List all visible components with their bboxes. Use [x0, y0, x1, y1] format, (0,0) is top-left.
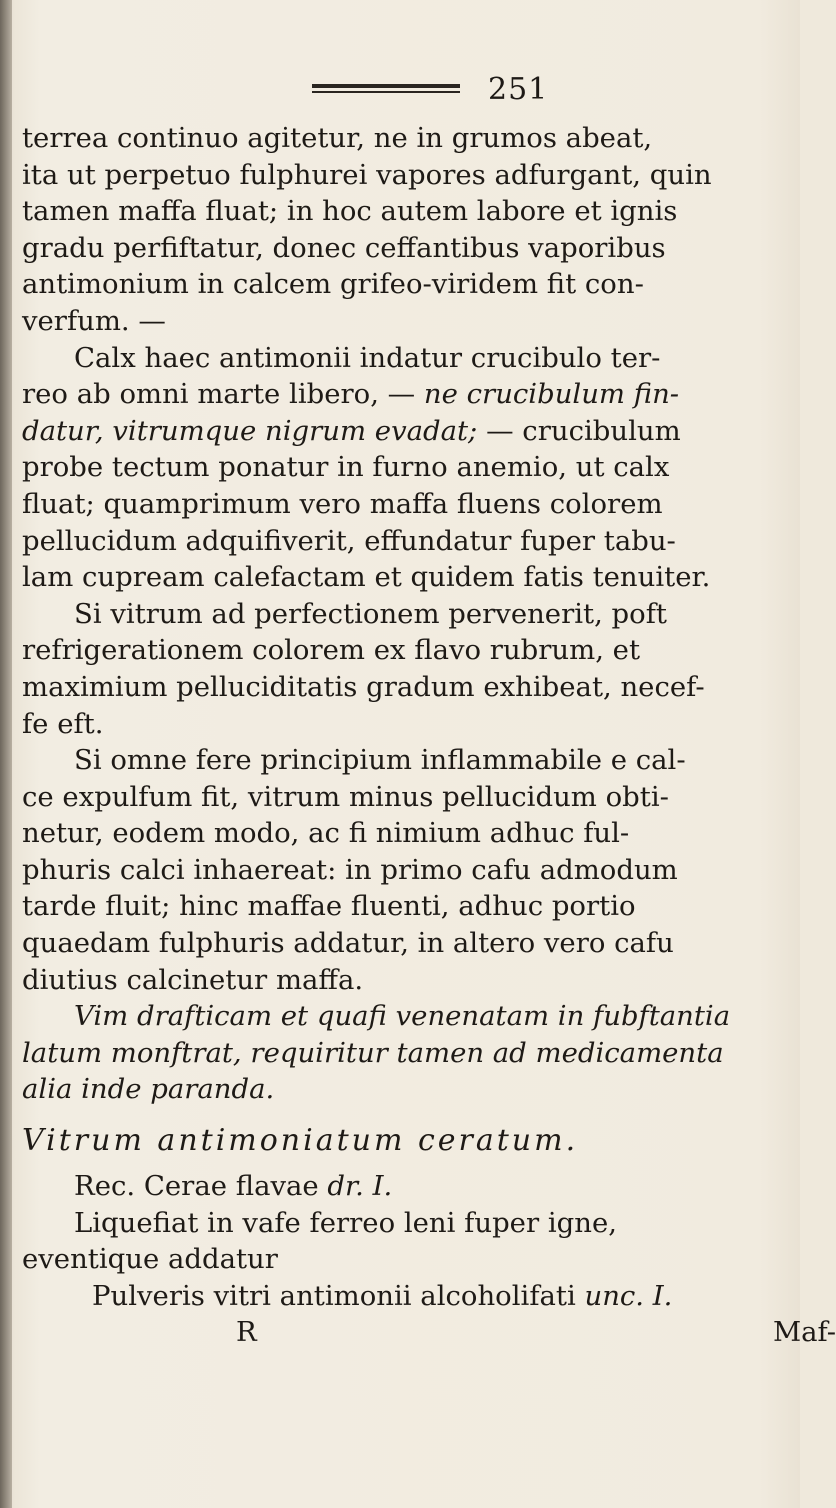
text-span: Pulveris vitri antimonii alcoholifati [92, 1279, 585, 1312]
header-rule-thin [312, 91, 460, 93]
paragraph-3 [22, 596, 792, 742]
text-line: alia inde paranda. [22, 1073, 275, 1106]
text-line: maximium pelluciditatis gradum exhibeat, necef- [22, 670, 705, 703]
recipe-line: Liquefiat in vafe ferreo leni fuper igne, [74, 1206, 617, 1239]
paragraph-4 [22, 742, 792, 998]
recipe-line [22, 1278, 792, 1315]
signature-mark: R [236, 1316, 257, 1349]
recipe [22, 1168, 836, 1351]
text-span: — crucibulum [477, 414, 681, 447]
italic-span: unc. I. [584, 1279, 673, 1312]
recipe-line: eventique addatur [22, 1243, 278, 1276]
catchword: Maf- [772, 1316, 836, 1349]
recipe-line [22, 1168, 792, 1205]
text-line: tamen maffa fluat; in hoc autem labore et ignis [22, 195, 678, 228]
text-line: refrigerationem colorem ex flavo rubrum, et [22, 634, 641, 667]
text-line: diutius calcinetur maffa. [22, 963, 364, 996]
text-span: Rec. Cerae flavae [74, 1170, 328, 1203]
italic-span: dr. I. [327, 1170, 393, 1203]
text-line: Si omne fere principium inflammabile e cal- [74, 744, 686, 777]
text-span: reo ab omni marte libero, — [22, 378, 424, 411]
text-line: pellucidum adquifiverit, effundatur fuper tabu- [22, 524, 676, 557]
main-text [22, 120, 836, 1351]
text-line: Calx haec antimonii indatur crucibulo ter- [74, 341, 661, 374]
text-line: fluat; quamprimum vero maffa fluens colorem [22, 487, 663, 520]
text-line: antimonium in calcem grifeo-viridem fit con- [22, 268, 644, 301]
text-line: Vim drafticam et quafi venenatam in fubftantia [74, 1000, 731, 1033]
text-line: ita ut perpetuo fulphurei vapores adfurgant, quin [22, 158, 712, 191]
catchword-line [22, 1314, 836, 1351]
text-line: ce expulfum fit, vitrum minus pellucidum obti- [22, 780, 669, 813]
italic-span: datur, vitrumque nigrum evadat; [22, 414, 478, 447]
paragraph-5 [22, 998, 792, 1108]
text-line: fe eft. [22, 707, 104, 740]
text-line: phuris calci inhaereat: in primo cafu admodum [22, 853, 678, 886]
paragraph-2 [22, 340, 792, 596]
text-line: gradu perfiftatur, donec ceffantibus vaporibus [22, 231, 666, 264]
text-line: netur, eodem modo, ac fi nimium adhuc ful- [22, 817, 630, 850]
recipe-title: Vitrum antimoniatum ceratum. [22, 1123, 579, 1159]
text-line: quaedam fulphuris addatur, in altero vero cafu [22, 927, 674, 960]
page-number: 251 [488, 72, 549, 107]
paragraph-1 [22, 120, 792, 340]
text-line: Si vitrum ad perfectionem pervenerit, poft [74, 597, 667, 630]
header-rule [312, 84, 460, 88]
text-line: verfum. — [22, 304, 166, 337]
text-line: terrea continuo agitetur, ne in grumos abeat, [22, 122, 653, 154]
italic-span: ne crucibulum fin- [423, 378, 680, 411]
text-line: latum monftrat, requiritur tamen ad medicamenta [22, 1036, 724, 1069]
binding-gutter [0, 0, 12, 1508]
text-line: lam cupream calefactam et quidem fatis tenuiter. [22, 561, 711, 594]
text-line [22, 413, 792, 450]
text-line: tarde fluit; hinc maffae fluenti, adhuc portio [22, 890, 636, 923]
text-line [22, 376, 792, 413]
text-line: probe tectum ponatur in furno anemio, ut calx [22, 451, 670, 484]
